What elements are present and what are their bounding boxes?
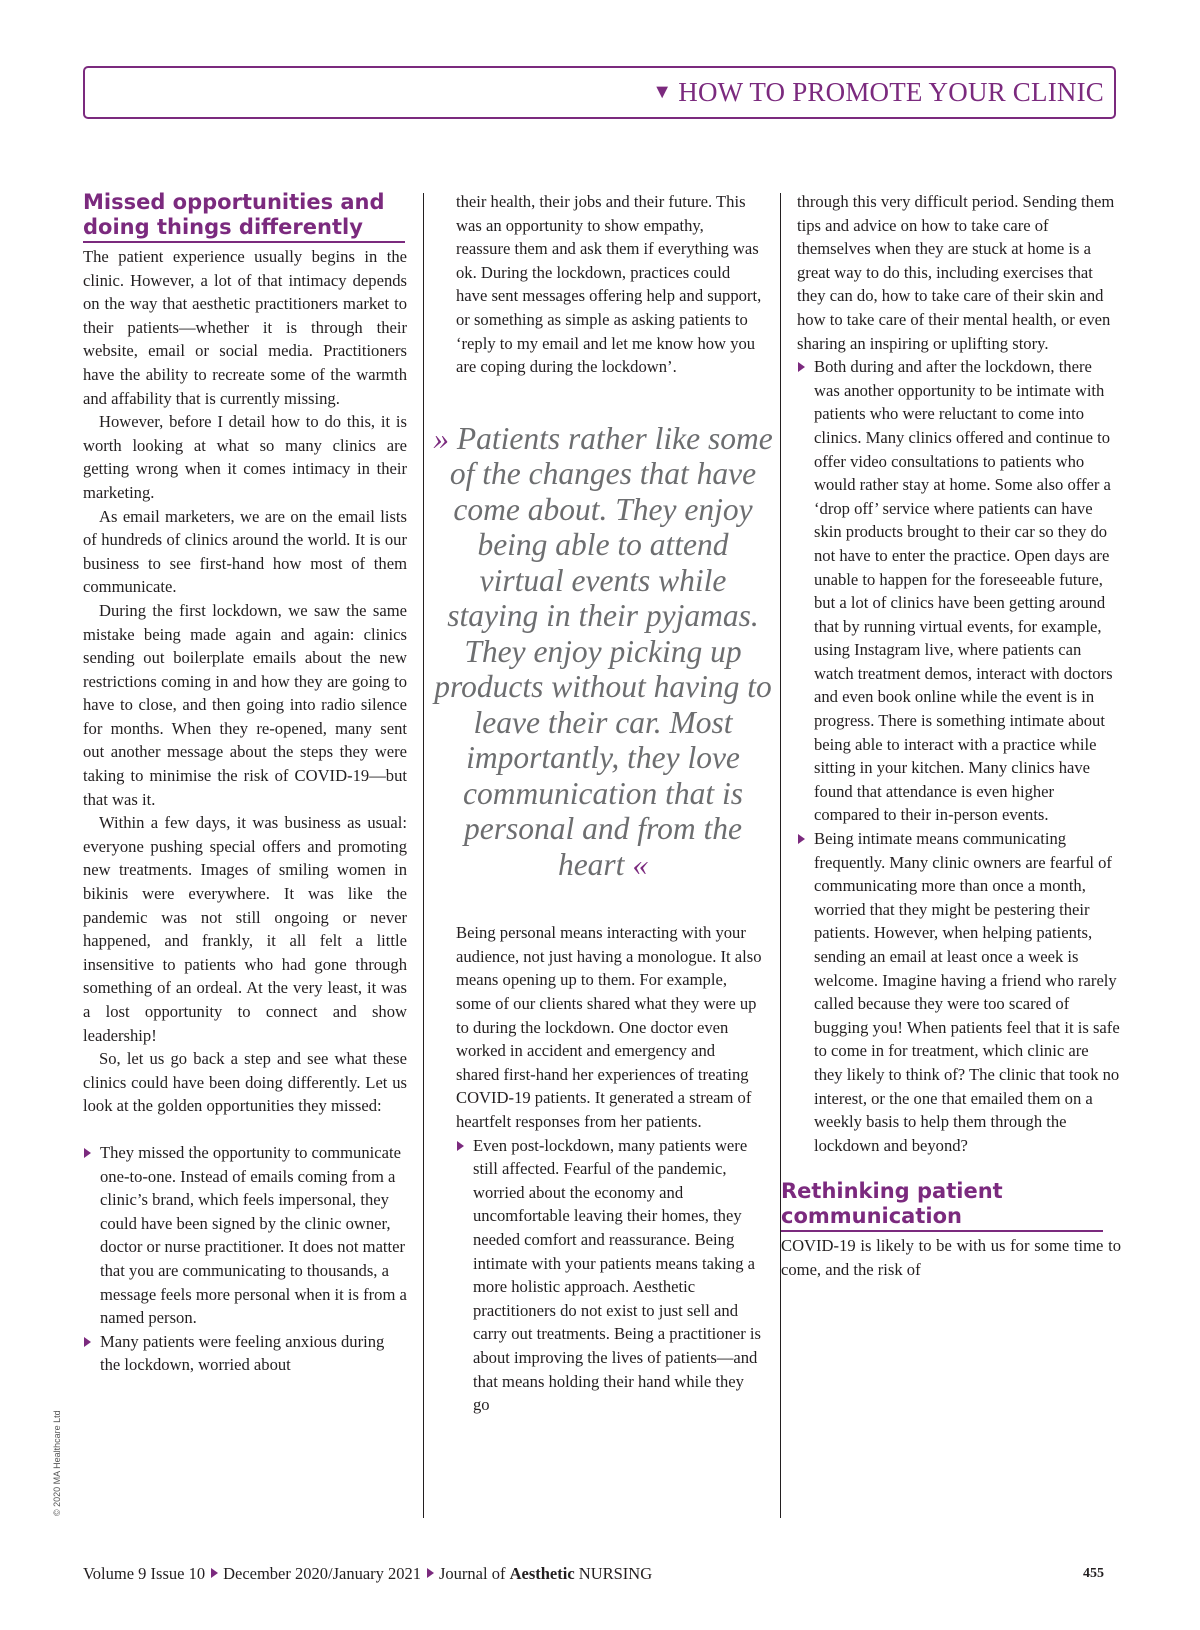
bullet-list [83,1141,407,1377]
column-3 [781,190,1121,1282]
footer [83,1564,652,1584]
body-paragraph: Within a few days, it was business as usual: everyone pushing special offers and promoting new treatments. Images of smiling women in bikinis were everywhere. It was like the pandemic was not still ongoing or never happened, and frankly, it all felt a little insensitive to patients who had gone through something of an ordeal. At the very least, it was a lost opportunity to connect and show leadership! [83,813,407,1045]
body-paragraph: The patient experience usually begins in the clinic. However, a lot of that intimacy depends on the way that aesthetic practitioners market to their patients—whether it is through their website, email or social media. Practitioners have the ability to recreate some of the warmth and affability that is currently missing. [83,247,407,408]
body-paragraph: Being personal means interacting with your audience, not just having a monologue. It also means opening up to them. For example, some of our clients shared what they were up to during the lockdown. One doctor even worked in accident and emergency and shared first-hand her experiences of treating COVID-19 patients. It generated a stream of heartfelt responses from her patients. [456,923,762,1131]
bullet-item: Both during and after the lockdown, there was another opportunity to be intimate with patients who were reluctant to come into clinics. Many clinics offered and continue to offer video consultations to patients who would rather stay at home. Some also offer a ‘drop off’ service where patients can have skin products brought to their car so they do not have to enter the practice. Open days are unable to happen for the foreseeable future, but a lot of clinics have been getting around that by running virtual events, for example, using Instagram live, where patients can watch treatment demos, interact with doctors and even book online while the event is in progress. There is something intimate about being able to interact with a practice while sitting in your kitchen. Many clinics have found that attendance is even higher compared to their in-person events. [797,355,1121,827]
section-title: ▼ HOW TO PROMOTE YOUR CLINIC [652,77,1104,107]
body-paragraph: through this very difficult period. Sending them tips and advice on how to take care of themselves when they are stuck at home is a great way to do this, including exercises that they can do, how to take care of their skin and how to take care of their mental health, or even sharing an inspiring or uplifting story. [797,192,1115,353]
footer-date: December 2020/January 2021 [223,1564,422,1583]
section-heading: Missed opportunities and doing things differently [83,190,405,243]
body-paragraph: As email marketers, we are on the email lists of hundreds of clinics around the world. It is our business to see first-hand how most of them communicate. [83,506,407,597]
body-paragraph: their health, their jobs and their future. This was an opportunity to show empathy, reassure them and ask them if everything was ok. During the lockdown, practices could have sent messages offering help and support, or something as simple as asking patients to ‘reply to my email and let me know how you are coping during the lockdown’. [456,192,762,377]
footer-journal-suffix: NURSING [574,1564,653,1583]
column-2 [433,190,773,1417]
triangle-right-icon [211,1568,218,1578]
copyright-notice: © 2020 MA Healthcare Ltd [52,1410,62,1516]
bullet-item: Many patients were feeling anxious during the lockdown, worried about [83,1330,407,1377]
triangle-right-icon [427,1568,434,1578]
footer-journal-prefix: Journal of [439,1564,510,1583]
triangle-down-icon: ▼ [652,81,673,103]
page-number: 455 [1083,1566,1104,1581]
column-divider [423,193,424,1518]
pull-quote [432,421,774,883]
bullet-item: They missed the opportunity to communicate one-to-one. Instead of emails coming from a clinic’s brand, which feels impersonal, they could have been signed by the clinic owner, doctor or nurse practitioner. It does not matter that you are communicating to thousands, a message feels more personal when it is from a named person. [83,1141,407,1330]
bullet-list [456,1134,762,1417]
footer-volume: Volume 9 Issue 10 [83,1564,206,1583]
section-header-box [83,66,1116,119]
body-paragraph: During the first lockdown, we saw the same mistake being made again and again: clinics sending out boilerplate emails about the new restrictions coming in and how they are going to have to close, and then going into radio silence for months. When they re-opened, many sent out another message about the steps they were taking to minimise the risk of COVID-19—but that was it. [83,600,407,809]
section-heading: Rethinking patient communication [781,1179,1103,1232]
bullet-item: Even post-lockdown, many patients were still affected. Fearful of the pandemic, worried about the economy and uncomfortable leaving their homes, they needed comfort and reassurance. Being intimate with your patients means taking a more holistic approach. Aesthetic practitioners do not exist to just sell and carry out treatments. Being a practitioner is about improving the lives of patients—and that means holding their hand while they go [456,1134,762,1417]
quote-close-mark: « [632,846,649,882]
body-paragraph: COVID-19 is likely to be with us for some time to come, and the risk of [781,1236,1121,1279]
pull-quote-text: Patients rather like some of the changes that have come about. They enjoy being able to attend virtual events while staying in their pyjamas. They enjoy picking up products without having to leave their car. Most importantly, they love communication that is personal and from the heart [434,420,773,882]
body-paragraph: However, before I detail how to do this, it is worth looking at what so many clinics are getting wrong when it comes intimacy in their marketing. [83,412,407,502]
footer-journal-bold: Aesthetic [509,1564,575,1583]
bullet-list [797,355,1121,1157]
column-1 [83,190,407,1377]
body-paragraph: So, let us go back a step and see what these clinics could have been doing differently. Let us look at the golden opportunities they missed: [83,1049,407,1116]
quote-open-mark: » [433,420,450,456]
bullet-item: Being intimate means communicating frequently. Many clinic owners are fearful of communicating more than once a month, worried that they might be pestering their patients. However, when helping patients, sending an email at least once a week is welcome. Imagine having a friend who rarely called because they were too scared of bugging you! When patients feel that it is safe to come in for treatment, which clinic are they likely to think of? The clinic that took no interest, or the one that emailed them on a weekly basis to help them through the lockdown and beyond? [797,827,1121,1157]
column-divider [780,193,781,1518]
